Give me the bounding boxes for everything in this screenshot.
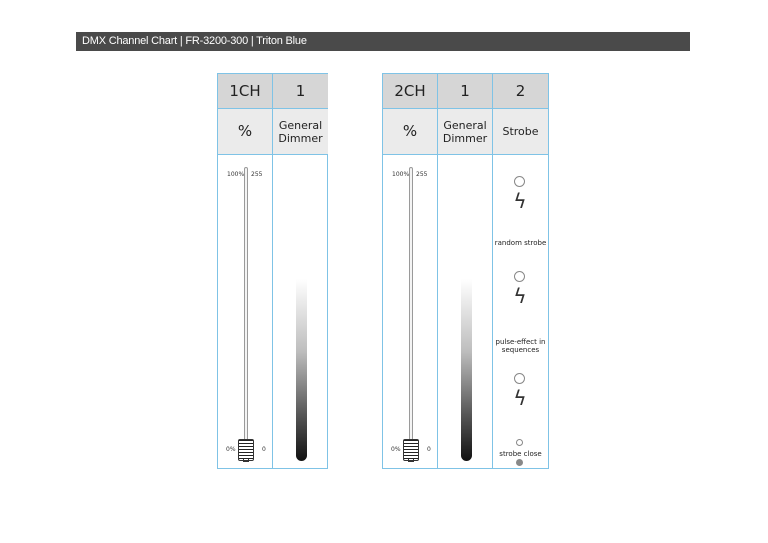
slider-bottom-percent: 0%	[391, 446, 401, 453]
percent-header: %	[383, 109, 437, 155]
channel-chart-1ch	[217, 73, 328, 469]
slider-top-percent: 100%	[227, 171, 245, 178]
percent-column	[383, 74, 438, 468]
circle-icon	[514, 271, 525, 282]
page-title: DMX Channel Chart | FR-3200-300 | Triton Blue	[76, 32, 690, 51]
channel-column-1	[273, 74, 328, 468]
dimmer-area	[273, 155, 328, 468]
circle-icon	[514, 176, 525, 187]
mode-header: 1CH	[218, 74, 272, 109]
strobe-range-label: random strobe	[494, 239, 547, 247]
slider-knob-base	[243, 459, 249, 462]
lightning-bolt-icon: ϟ	[513, 284, 527, 308]
strobe-area	[493, 155, 548, 468]
percent-header: %	[218, 109, 272, 155]
circle-icon	[516, 439, 523, 446]
circle-icon	[514, 373, 525, 384]
slider-top-value: 255	[251, 171, 263, 178]
dimmer-area	[438, 155, 492, 468]
channel-number: 2	[493, 74, 548, 109]
closed-dot-icon	[516, 459, 523, 466]
slider-knob-base	[408, 459, 414, 462]
slider-area	[218, 155, 272, 468]
channel-function: Strobe	[493, 109, 548, 155]
slider-bottom-value: 0	[427, 446, 431, 453]
slider-bottom-value: 0	[262, 446, 266, 453]
channel-number: 1	[438, 74, 492, 109]
dimmer-gradient-bar	[296, 279, 307, 461]
lightning-bolt-icon: ϟ	[513, 386, 527, 410]
mode-header: 2CH	[383, 74, 437, 109]
slider-track	[409, 167, 413, 457]
slider-knob-icon	[403, 439, 419, 461]
channel-function: General Dimmer	[438, 109, 492, 155]
lightning-bolt-icon: ϟ	[513, 189, 527, 213]
channel-column-1	[438, 74, 493, 468]
slider-top-value: 255	[416, 171, 428, 178]
slider-track	[244, 167, 248, 457]
channel-function: General Dimmer	[273, 109, 328, 155]
slider-bottom-percent: 0%	[226, 446, 236, 453]
dimmer-gradient-bar	[461, 279, 472, 461]
slider-area	[383, 155, 437, 468]
slider-top-percent: 100%	[392, 171, 410, 178]
strobe-range-label: pulse-effect in sequences	[495, 338, 546, 354]
channel-chart-2ch	[382, 73, 549, 469]
percent-column	[218, 74, 273, 468]
channel-column-2	[493, 74, 548, 468]
strobe-range-label: strobe close	[499, 450, 542, 458]
slider-knob-icon	[238, 439, 254, 461]
channel-number: 1	[273, 74, 328, 109]
